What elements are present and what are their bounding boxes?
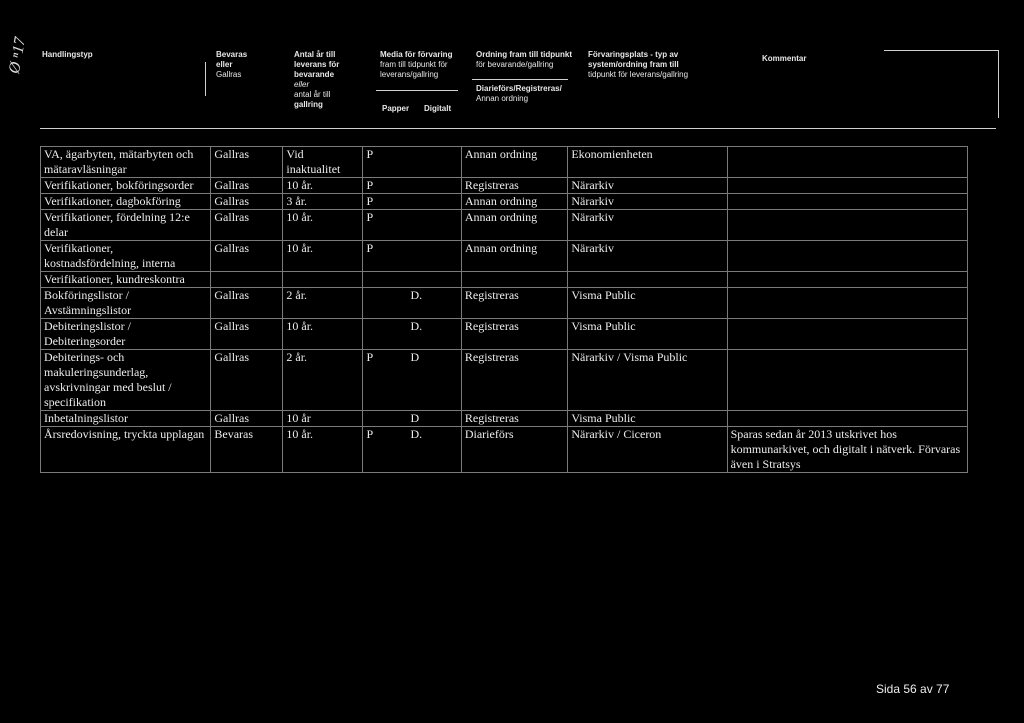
- cell-comment: [727, 319, 967, 350]
- cell-years: 2 år.: [283, 288, 363, 319]
- cell-place: Närarkiv: [568, 210, 727, 241]
- cell-media: P: [363, 241, 461, 272]
- header-kommentar: Kommentar: [762, 54, 807, 63]
- table-row: [41, 272, 968, 288]
- cell-comment: [727, 288, 967, 319]
- cell-media: P: [363, 178, 461, 194]
- cell-name: Verifikationer, kundreskontra: [41, 272, 211, 288]
- cell-years: 10 år.: [283, 427, 363, 473]
- cell-place: Närarkiv / Visma Public: [568, 350, 727, 411]
- records-table: [40, 146, 968, 473]
- margin-annotation: Ø ⁿ17: [6, 35, 30, 75]
- cell-place: Närarkiv / Ciceron: [568, 427, 727, 473]
- header-bevaras: Bevaras eller Gallras: [216, 50, 248, 79]
- cell-media: D.: [363, 319, 461, 350]
- cell-name: Bokföringslistor / Avstämningslistor: [41, 288, 211, 319]
- cell-place: Närarkiv: [568, 241, 727, 272]
- cell-comment: [727, 178, 967, 194]
- cell-order: Annan ordning: [461, 147, 567, 178]
- header-media-rule: [376, 90, 458, 91]
- header-ordning-rule: [472, 79, 568, 80]
- cell-action: Gallras: [211, 350, 283, 411]
- header-media-papper: Papper: [382, 104, 410, 113]
- table-row: [41, 427, 968, 473]
- cell-order: Registreras: [461, 350, 567, 411]
- cell-order: [461, 272, 567, 288]
- header-forvaringsplats: Förvaringsplats - typ av system/ordning fram till tidpunkt för leverans/gallring: [588, 50, 689, 79]
- cell-name: Verifikationer, kostnadsfördelning, interna: [41, 241, 211, 272]
- table-row: [41, 411, 968, 427]
- header-antal: Antal år till leverans för bevarande eller antal år till gallring: [294, 50, 340, 109]
- cell-order: Registreras: [461, 319, 567, 350]
- cell-comment: [727, 194, 967, 210]
- cell-action: Gallras: [211, 288, 283, 319]
- cell-comment: [727, 411, 967, 427]
- table-row: [41, 194, 968, 210]
- header-right-rule: [998, 50, 999, 118]
- cell-years: 10 år.: [283, 178, 363, 194]
- cell-years: Vid inaktualitet: [283, 147, 363, 178]
- header-top-rule: [884, 50, 998, 51]
- cell-name: Verifikationer, fördelning 12:e delar: [41, 210, 211, 241]
- cell-place: Närarkiv: [568, 178, 727, 194]
- table-row: [41, 241, 968, 272]
- table-row: [41, 178, 968, 194]
- cell-action: Gallras: [211, 178, 283, 194]
- cell-name: Verifikationer, bokföringsorder: [41, 178, 211, 194]
- table-row: [41, 350, 968, 411]
- cell-name: VA, ägarbyten, mätarbyten och mätaravläsningar: [41, 147, 211, 178]
- cell-name: Verifikationer, dagbokföring: [41, 194, 211, 210]
- cell-comment: [727, 241, 967, 272]
- cell-order: Annan ordning: [461, 194, 567, 210]
- cell-action: Gallras: [211, 194, 283, 210]
- cell-place: Närarkiv: [568, 194, 727, 210]
- cell-comment: [727, 272, 967, 288]
- header-ordning-sub: Diarieförs/Registreras/ Annan ordning: [476, 84, 562, 103]
- header-media: Media för förvaring fram till tidpunkt för leverans/gallring: [380, 50, 453, 79]
- cell-media: D: [363, 411, 461, 427]
- cell-name: Inbetalningslistor: [41, 411, 211, 427]
- cell-years: 10 år.: [283, 241, 363, 272]
- cell-action: Gallras: [211, 210, 283, 241]
- cell-order: Annan ordning: [461, 210, 567, 241]
- cell-media: P: [363, 194, 461, 210]
- header-ordning: Ordning fram till tidpunkt för bevarande/gallring: [476, 50, 572, 69]
- cell-years: 2 år.: [283, 350, 363, 411]
- cell-order: Registreras: [461, 411, 567, 427]
- cell-comment: [727, 350, 967, 411]
- header-divider: [205, 62, 206, 96]
- cell-action: Gallras: [211, 319, 283, 350]
- cell-place: [568, 272, 727, 288]
- table-row: [41, 288, 968, 319]
- cell-name: Debiteringslistor / Debiteringsorder: [41, 319, 211, 350]
- cell-media: P: [363, 210, 461, 241]
- cell-media: P D.: [363, 427, 461, 473]
- cell-order: Annan ordning: [461, 241, 567, 272]
- cell-name: Debiterings- och makuleringsunderlag, avskrivningar med beslut / specifikation: [41, 350, 211, 411]
- cell-place: Visma Public: [568, 288, 727, 319]
- cell-comment: Sparas sedan år 2013 utskrivet hos kommunarkivet, och digitalt i nätverk. Förvaras även i Stratsys: [727, 427, 967, 473]
- cell-action: Gallras: [211, 147, 283, 178]
- cell-years: 3 år.: [283, 194, 363, 210]
- page-number: Sida 56 av 77: [876, 682, 950, 696]
- cell-years: 10 år: [283, 411, 363, 427]
- cell-action: Gallras: [211, 241, 283, 272]
- cell-order: Registreras: [461, 288, 567, 319]
- cell-order: Registreras: [461, 178, 567, 194]
- cell-action: Bevaras: [211, 427, 283, 473]
- cell-action: Gallras: [211, 411, 283, 427]
- cell-action: [211, 272, 283, 288]
- cell-media: [363, 272, 461, 288]
- cell-media: P: [363, 147, 461, 178]
- cell-years: [283, 272, 363, 288]
- cell-place: Ekonomienheten: [568, 147, 727, 178]
- cell-media: D.: [363, 288, 461, 319]
- cell-years: 10 år.: [283, 210, 363, 241]
- cell-place: Visma Public: [568, 319, 727, 350]
- table-row: [41, 319, 968, 350]
- header-media-digitalt: Digitalt: [424, 104, 452, 113]
- header-handlingstyp: Handlingstyp: [42, 50, 93, 59]
- cell-order: Diarieförs: [461, 427, 567, 473]
- cell-comment: [727, 210, 967, 241]
- cell-media: P D: [363, 350, 461, 411]
- cell-place: Visma Public: [568, 411, 727, 427]
- cell-name: Årsredovisning, tryckta upplagan: [41, 427, 211, 473]
- cell-years: 10 år.: [283, 319, 363, 350]
- header-bottom-rule: [40, 128, 996, 129]
- table-row: [41, 210, 968, 241]
- table-row: [41, 147, 968, 178]
- cell-comment: [727, 147, 967, 178]
